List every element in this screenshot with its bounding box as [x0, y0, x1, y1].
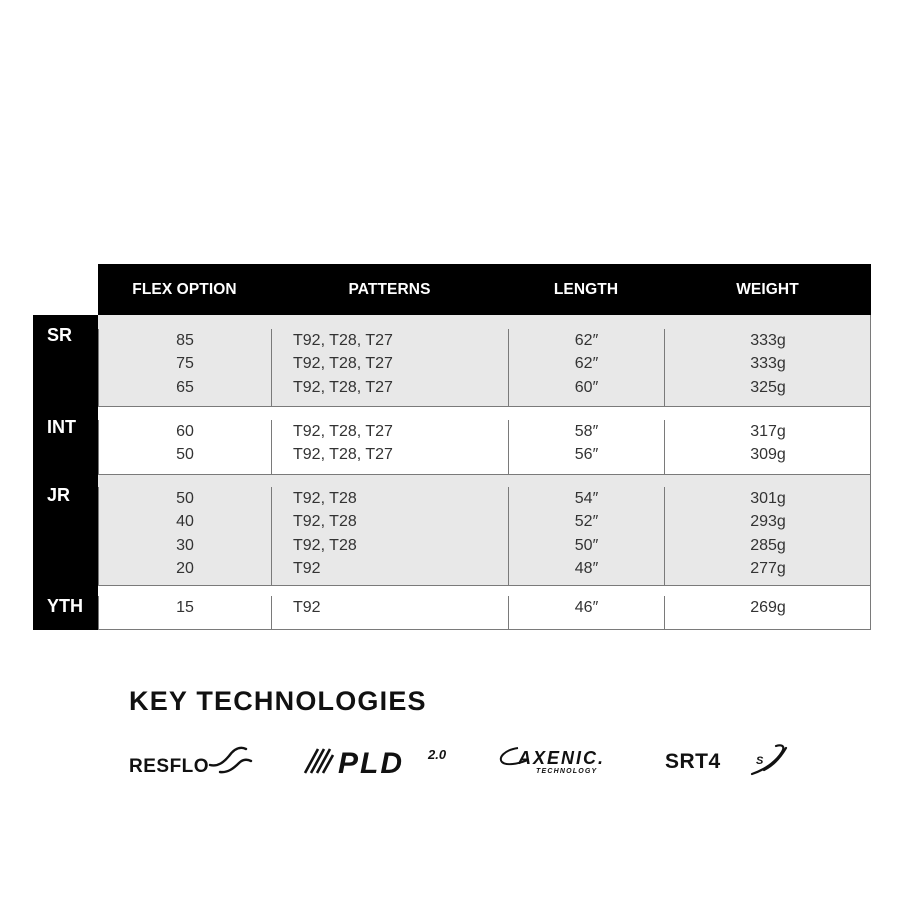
patterns-column — [271, 420, 508, 474]
srt4-superscript: S — [756, 755, 764, 767]
length-value: 46″ — [574, 599, 599, 616]
axenic-logo-text: AXENIC. — [518, 748, 606, 768]
patterns-column — [271, 487, 508, 585]
group-sr — [33, 315, 871, 407]
length-column — [508, 420, 664, 474]
patterns-value: T92, T28 — [293, 513, 357, 531]
resflo-logo — [128, 740, 256, 778]
flex-value: 40 — [176, 513, 194, 531]
group-label: INT — [47, 417, 76, 437]
flex-value: 65 — [176, 378, 194, 396]
header-patterns: PATTERNS — [348, 280, 431, 298]
group-label-cell — [33, 475, 98, 586]
group-jr — [33, 475, 871, 586]
patterns-column — [271, 596, 508, 629]
srt4-logo-text: SRT4 — [665, 750, 721, 773]
length-column — [508, 487, 664, 585]
length-column — [508, 596, 664, 629]
patterns-value: T92 — [293, 599, 321, 616]
patterns-column — [271, 329, 508, 406]
flex-column — [98, 596, 271, 629]
patterns-value: T92, T28, T27 — [293, 332, 393, 349]
patterns-value: T92, T28 — [293, 490, 357, 507]
srt4s-logo — [664, 740, 792, 780]
weight-value: 293g — [750, 513, 786, 531]
table-header — [98, 264, 871, 315]
weight-column — [664, 420, 871, 474]
length-value: 60″ — [574, 378, 599, 396]
flex-column — [98, 487, 271, 585]
weight-value: 333g — [750, 332, 786, 349]
flex-value: 85 — [176, 332, 194, 349]
group-int — [33, 407, 871, 475]
patterns-value: T92 — [293, 559, 321, 577]
pld-logo-text: PLD — [338, 747, 404, 778]
stripes-icon — [305, 749, 333, 773]
axenic-logo — [498, 742, 628, 778]
weight-value: 285g — [750, 536, 786, 554]
flex-value: 60 — [176, 423, 194, 440]
flex-column — [98, 420, 271, 474]
axenic-subtext: TECHNOLOGY — [536, 768, 598, 775]
weight-column — [664, 329, 871, 406]
length-value: 62″ — [574, 355, 599, 373]
weight-column — [664, 596, 871, 629]
key-technologies-title: KEY TECHNOLOGIES — [129, 686, 427, 716]
header-flex-option: FLEX OPTION — [132, 280, 237, 298]
weight-value: 325g — [750, 378, 786, 396]
length-value: 48″ — [574, 559, 599, 577]
patterns-value: T92, T28, T27 — [293, 446, 393, 464]
flex-value: 15 — [176, 599, 194, 616]
length-value: 54″ — [574, 490, 599, 507]
group-label: YTH — [47, 596, 83, 616]
group-label-cell — [33, 586, 98, 630]
weight-column — [664, 487, 871, 585]
flex-value: 20 — [176, 559, 194, 577]
patterns-value: T92, T28 — [293, 536, 357, 554]
flex-column — [98, 329, 271, 406]
weight-value: 277g — [750, 559, 786, 577]
flex-value: 50 — [176, 490, 194, 507]
patterns-value: T92, T28, T27 — [293, 355, 393, 373]
length-value: 56″ — [574, 446, 599, 464]
group-label-cell — [33, 315, 98, 407]
group-yth — [33, 586, 871, 630]
header-length: LENGTH — [553, 280, 619, 298]
flex-value: 75 — [176, 355, 194, 373]
patterns-value: T92, T28, T27 — [293, 423, 393, 440]
pld-version: 2.0 — [428, 747, 447, 762]
weight-value: 317g — [750, 423, 786, 440]
group-label: JR — [47, 485, 71, 505]
group-label-cell — [33, 407, 98, 475]
group-label: SR — [47, 325, 73, 345]
length-value: 58″ — [574, 423, 599, 440]
weight-value: 333g — [750, 355, 786, 373]
weight-value: 301g — [750, 490, 786, 507]
wave-icon — [210, 748, 251, 772]
header-weight: WEIGHT — [736, 280, 799, 298]
weight-value: 309g — [750, 446, 786, 464]
length-value: 50″ — [574, 536, 599, 554]
length-value: 52″ — [574, 513, 599, 531]
length-value: 62″ — [574, 332, 599, 349]
length-column — [508, 329, 664, 406]
patterns-value: T92, T28, T27 — [293, 378, 393, 396]
pld-logo — [302, 742, 464, 778]
flex-value: 50 — [176, 446, 194, 464]
flex-value: 30 — [176, 536, 194, 554]
weight-value: 269g — [750, 599, 786, 616]
resflo-logo-text: RESFLO — [129, 756, 210, 777]
